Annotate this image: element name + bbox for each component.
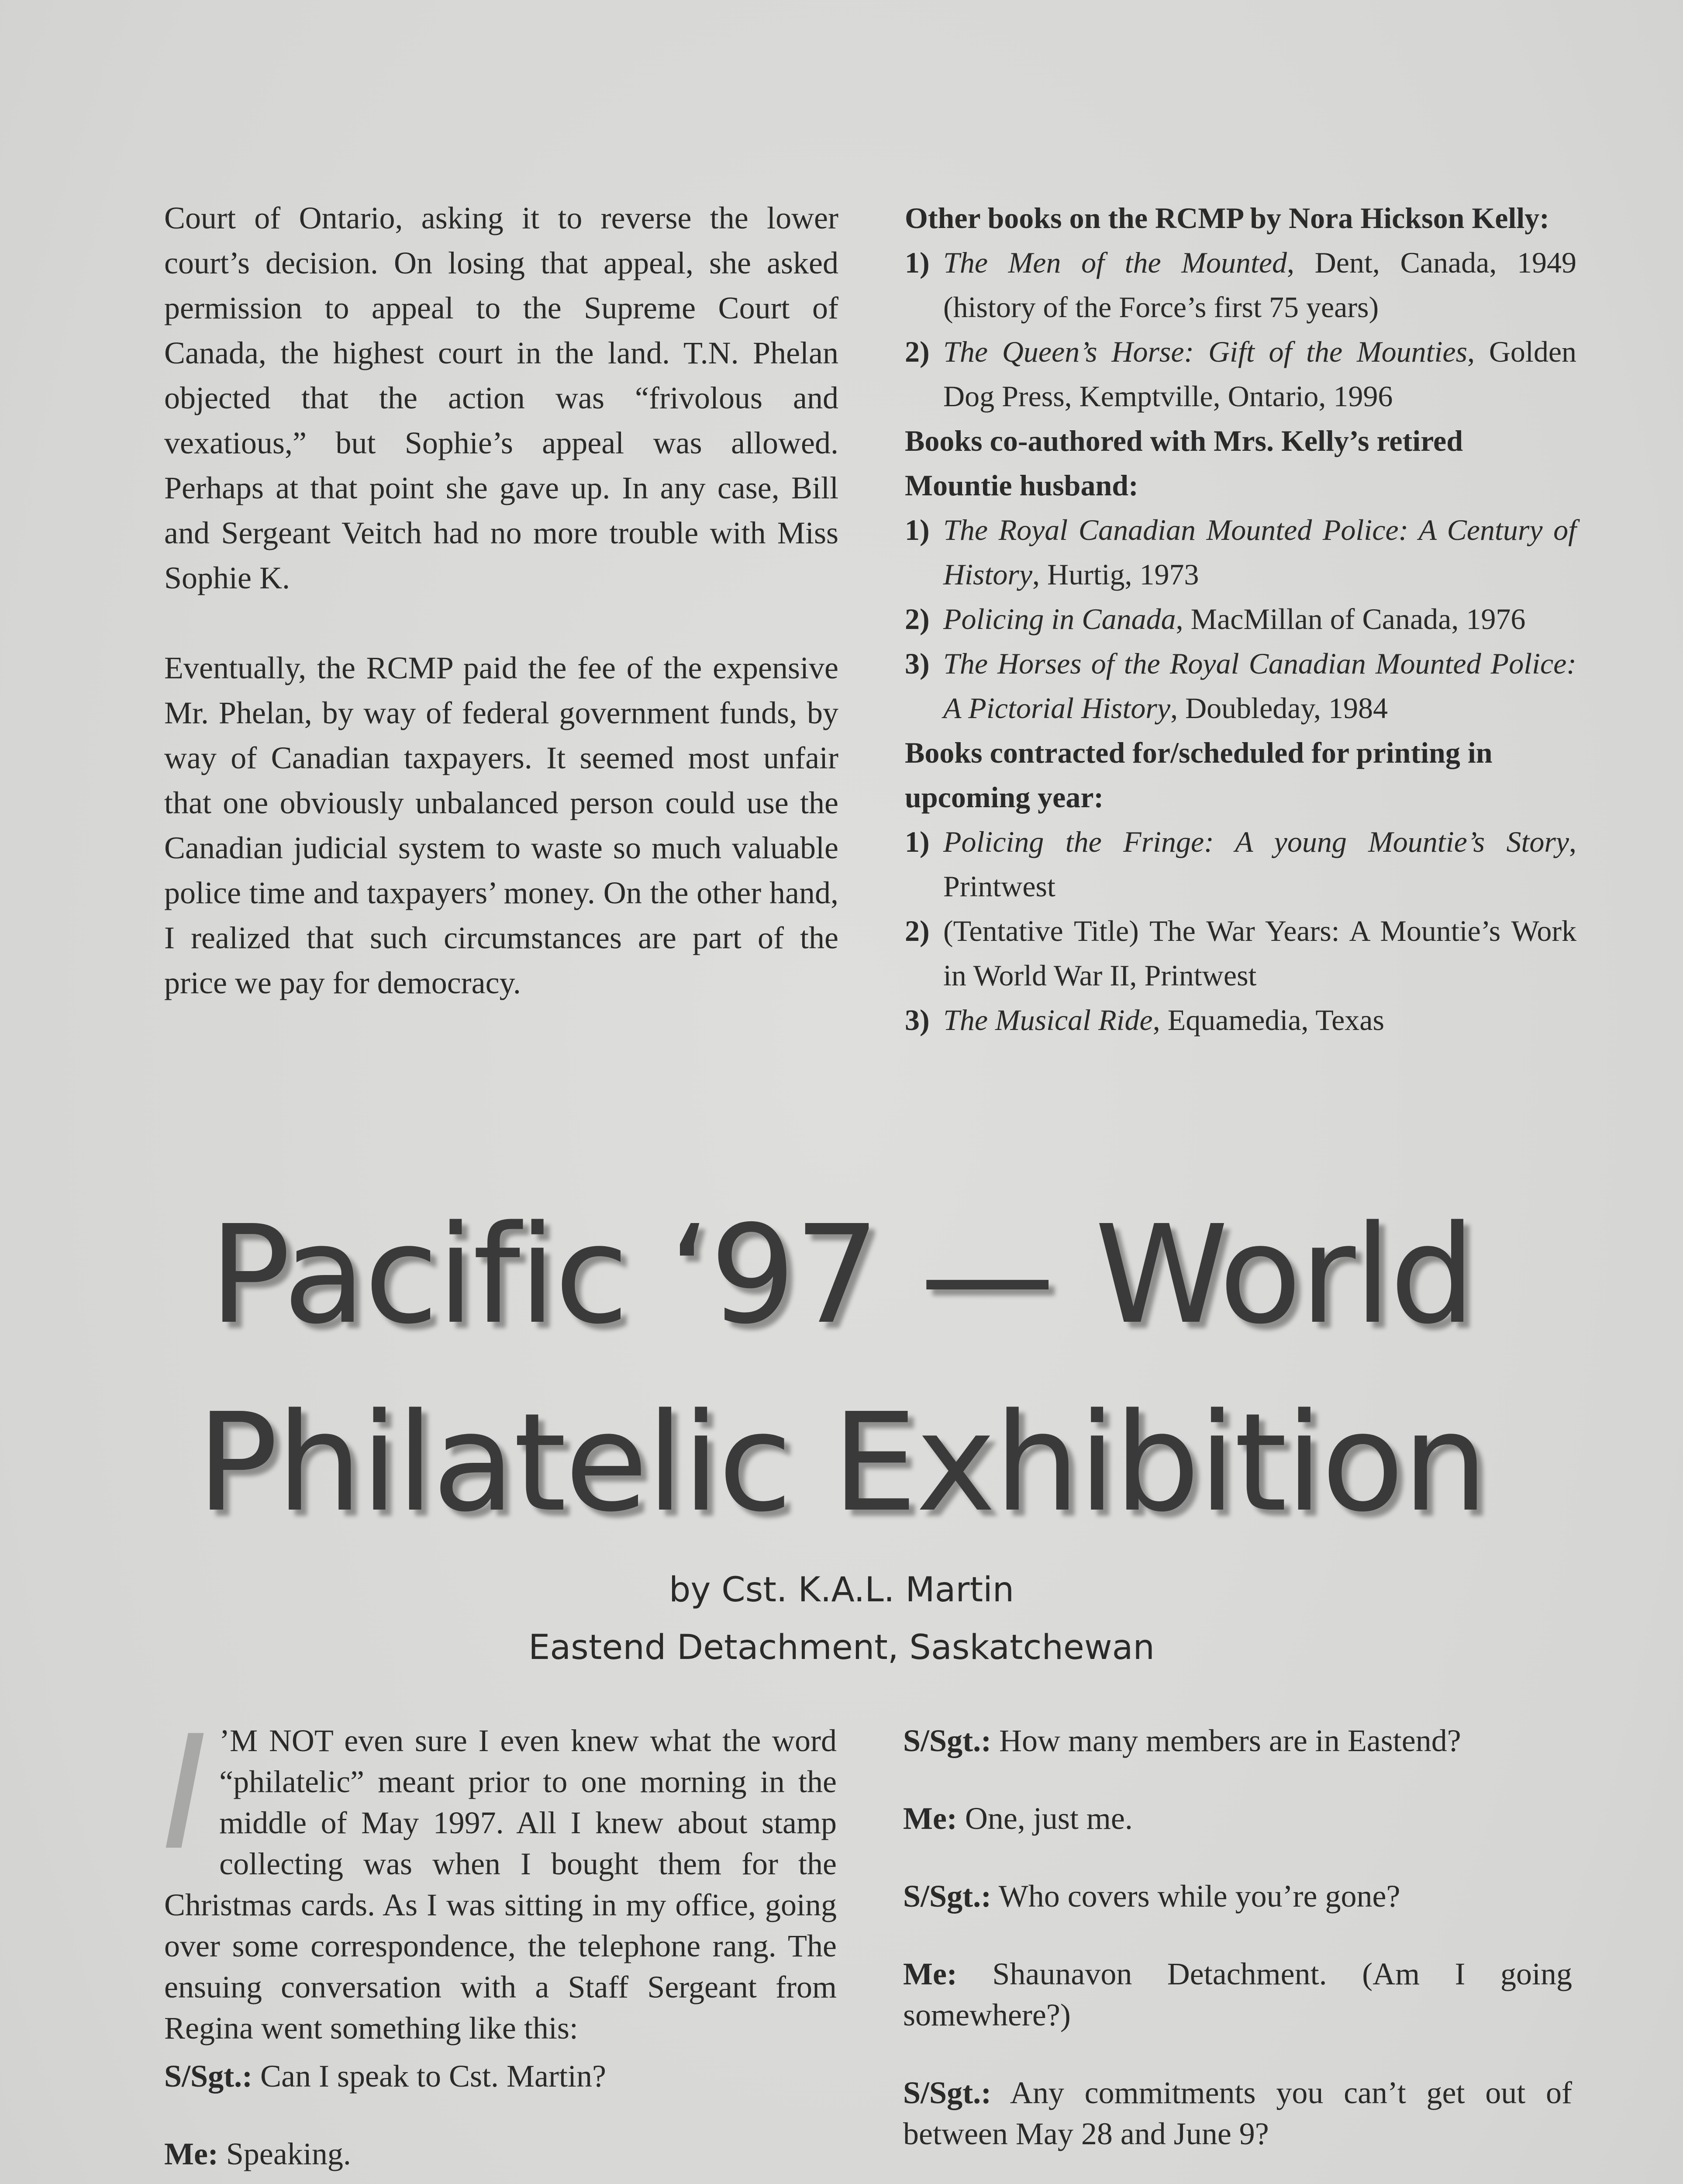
book-list bbox=[905, 819, 1576, 1042]
dialog-line bbox=[903, 1720, 1572, 1761]
author-location: Eastend Detachment, Saskatchewan bbox=[528, 1628, 1155, 1667]
dialog-list bbox=[903, 1720, 1572, 2184]
dialog-text: Shaunavon Detachment. (Am I going somewhere?) bbox=[903, 1956, 1572, 2032]
left-bottom-column bbox=[162, 1702, 837, 2184]
book-details: , Dent, Canada, 1949 (history of the Force’s first 75 years) bbox=[943, 246, 1576, 324]
book-title: The Musical Ride bbox=[943, 1003, 1153, 1037]
book-details: , Equamedia, Texas bbox=[1152, 1003, 1384, 1037]
right-bottom-column bbox=[903, 1720, 1572, 2184]
paragraph: Eventually, the RCMP paid the fee of the expensive Mr. Phelan, by way of federal government funds, by way of Canadian taxpayers. It seemed most unfair that one obviously unbalanced person could use the Canadian judicial system to waste so much valuable police time and taxpayers’ money. On the other hand, I realized that such circumstances are part of the price we pay for democracy. bbox=[164, 650, 838, 1000]
book-title: Policing the Fringe: A young Mountie’s Story bbox=[943, 825, 1569, 858]
dialog-text: Who covers while you’re gone? bbox=[991, 1879, 1400, 1914]
book-title: The Royal Canadian Mounted Police: A Century of History bbox=[943, 513, 1576, 591]
dialog-speaker: S/Sgt.: bbox=[903, 2075, 992, 2110]
intro-paragraph bbox=[162, 1702, 837, 2049]
book-list-number: 1) bbox=[905, 825, 930, 858]
book-details: , MacMillan of Canada, 1976 bbox=[1176, 602, 1526, 636]
dialog-speaker: Me: bbox=[903, 1956, 957, 1991]
dialog-speaker: Me: bbox=[164, 2136, 218, 2171]
dialog-text: How many members are in Eastend? bbox=[991, 1723, 1461, 1758]
book-title: The Queen’s Horse: Gift of the Mounties bbox=[943, 335, 1468, 368]
book-list-column bbox=[905, 196, 1576, 1042]
author-byline: by Cst. K.A.L. Martin bbox=[669, 1570, 1014, 1610]
dialog-speaker: Me: bbox=[903, 1801, 957, 1836]
dialog-text: Speaking. bbox=[218, 2136, 351, 2171]
book-list-item bbox=[905, 240, 1576, 329]
book-list-heading: Books co-authored with Mrs. Kelly’s retired Mountie husband: bbox=[905, 424, 1463, 502]
book-list-heading: Books contracted for/scheduled for printing in upcoming year: bbox=[905, 736, 1493, 814]
book-list bbox=[905, 508, 1576, 730]
dialog-line bbox=[164, 2056, 837, 2097]
book-list-item bbox=[905, 597, 1576, 641]
article-title-line-1: Pacific ‘97 — World bbox=[209, 1196, 1474, 1354]
book-list-number: 2) bbox=[905, 602, 930, 636]
book-list-item bbox=[905, 998, 1576, 1042]
book-list-number: 2) bbox=[905, 914, 930, 947]
book-details: , Hurtig, 1973 bbox=[1032, 558, 1199, 591]
book-list-item bbox=[905, 329, 1576, 418]
intro-text: ’M NOT even sure I even knew what the word “philatelic” meant prior to one morning in the middle of May 1997. All I knew about stamp collecting was when I bought them for the Christmas cards. As I was sitting in my office, going over some correspondence, the telephone rang. The ensuing conversation with a Staff Sergeant from Regina went something like this: bbox=[164, 1723, 837, 2046]
dialog-speaker: S/Sgt.: bbox=[903, 1723, 992, 1758]
drop-cap: I bbox=[162, 1702, 208, 1885]
book-list-item bbox=[905, 508, 1576, 597]
paragraph: Court of Ontario, asking it to reverse the lower court’s decision. On losing that appeal, she asked permission to appeal to the Supreme Court of Canada, the highest court in the land. T.N. Phelan objected that the action was “frivolous and vexatious,” but Sophie’s appeal was allowed. Perhaps at that point she gave up. In any case, Bill and Sergeant Veitch had no more trouble with Miss Sophie K. bbox=[164, 200, 838, 595]
left-top-column bbox=[164, 196, 838, 1006]
dialog-text: Any commitments you can’t get out of between May 28 and June 9? bbox=[903, 2075, 1572, 2151]
book-list-number: 3) bbox=[905, 1003, 930, 1037]
dialog-speaker: S/Sgt.: bbox=[903, 1879, 992, 1914]
article-title-line-2: Philatelic Exhibition bbox=[197, 1384, 1486, 1542]
book-title: The Men of the Mounted bbox=[943, 246, 1287, 279]
book-list-number: 1) bbox=[905, 246, 930, 279]
book-list-item bbox=[905, 909, 1576, 998]
book-list bbox=[905, 240, 1576, 418]
dialog-line bbox=[903, 1953, 1572, 2035]
dialog-line bbox=[903, 1798, 1572, 1839]
book-list-number: 1) bbox=[905, 513, 930, 546]
book-details: , Printwest bbox=[943, 825, 1576, 903]
dialog-line bbox=[903, 1876, 1572, 1917]
book-list-item bbox=[905, 819, 1576, 909]
book-list-heading: Other books on the RCMP by Nora Hickson Kelly: bbox=[905, 201, 1549, 235]
book-list-number: 3) bbox=[905, 647, 930, 680]
book-title: The Horses of the Royal Canadian Mounted Police: A Pictorial History bbox=[943, 647, 1576, 725]
book-list-number: 2) bbox=[905, 335, 930, 368]
dialog-list bbox=[164, 2056, 837, 2184]
dialog-line bbox=[164, 2133, 837, 2174]
dialog-text: Can I speak to Cst. Martin? bbox=[252, 2059, 606, 2094]
book-list-item bbox=[905, 641, 1576, 730]
dialog-line bbox=[903, 2072, 1572, 2154]
dialog-text: One, just me. bbox=[957, 1801, 1133, 1836]
book-title: Policing in Canada bbox=[943, 602, 1176, 636]
book-details: , Golden Dog Press, Kemptville, Ontario, 1996 bbox=[943, 335, 1577, 413]
book-details: , Doubleday, 1984 bbox=[1170, 691, 1388, 725]
dialog-speaker: S/Sgt.: bbox=[164, 2059, 253, 2094]
book-details: (Tentative Title) The War Years: A Mountie’s Work in World War II, Printwest bbox=[943, 914, 1576, 992]
